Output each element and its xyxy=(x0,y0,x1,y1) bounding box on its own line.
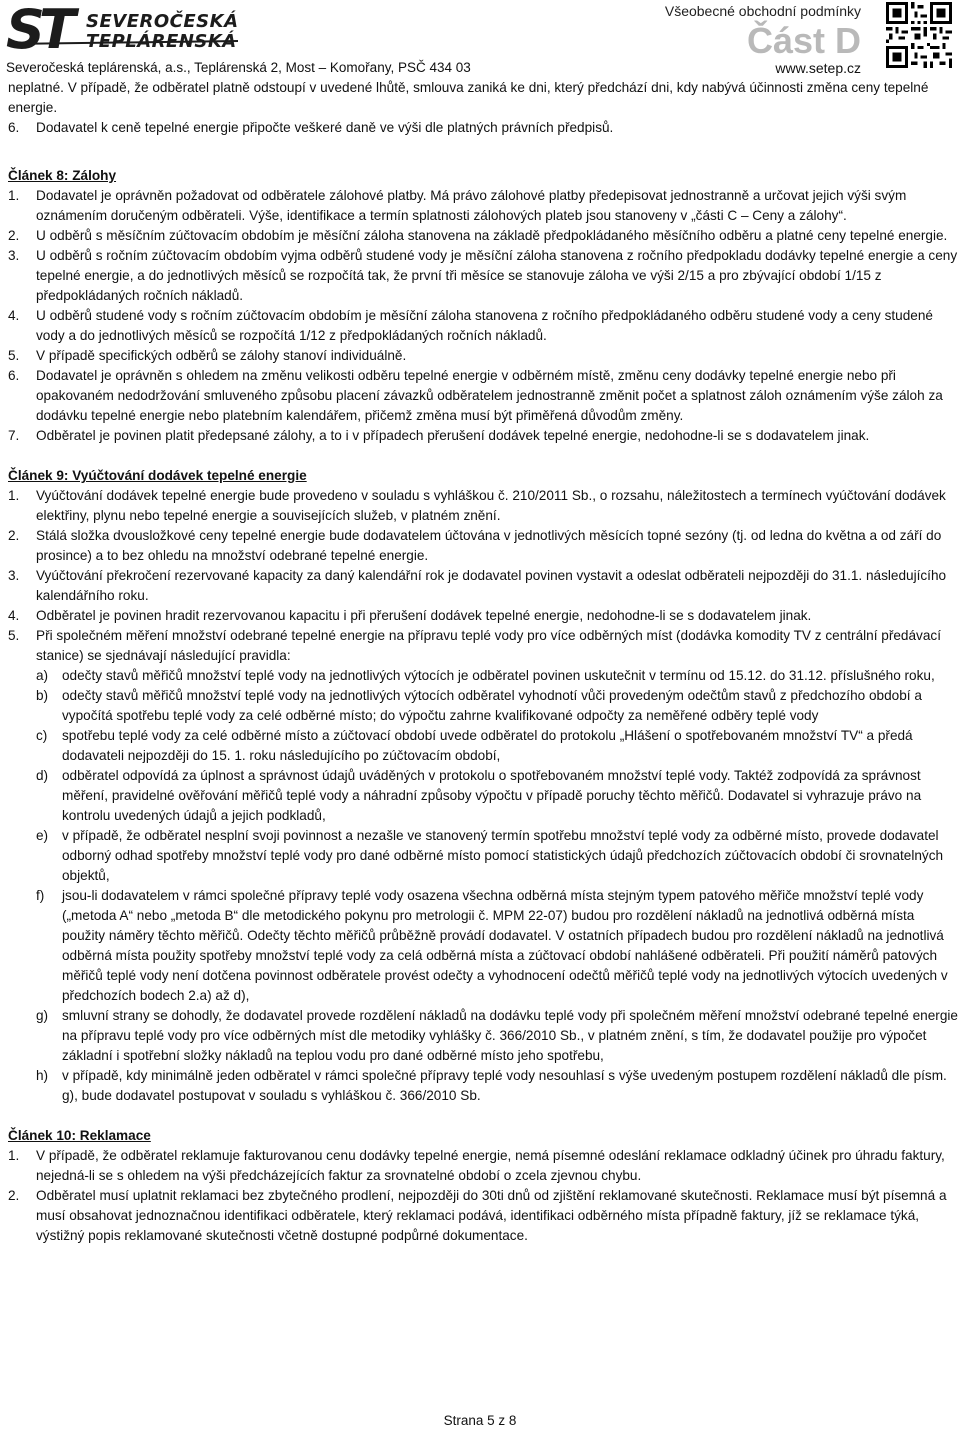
article8-item-3 xyxy=(8,246,960,306)
item-text: Dodavatel k ceně tepelné energie připočte veškeré daně ve výši dle platných právních předpisů. xyxy=(36,120,614,135)
subitem-text: spotřebu teplé vody za celé odběrné místo a zúčtovací období uvede odběratel do protokolu „Hlášení o spotřebovaném množství TV“ a předá dodavateli nejpozději do 15. 1. roku následujícího po zúčtovacím období, xyxy=(62,728,913,763)
article8-item-1 xyxy=(8,186,960,226)
logo-name-line2: TEPLÁRENSKÁ xyxy=(86,31,237,52)
document-title: Všeobecné obchodní podmínky xyxy=(664,3,861,19)
item-number: 1. xyxy=(8,1148,20,1163)
article8-item-2 xyxy=(8,226,960,246)
article9-subitem-c xyxy=(8,726,960,766)
item-number: 5. xyxy=(8,628,20,643)
article9-subitem-a xyxy=(8,666,960,686)
article10-item-1 xyxy=(8,1146,960,1186)
item-text: U odběrů s ročním zúčtovacím obdobím vyjma odběrů studené vody je měsíční záloha stanovena z ročního předpokladu dodávky tepelné energie a ceny tepelné energie, a do jednotlivých měsíců se rozpočítá tak, že první tři měsíce se stanovuje záloha ve výši 2/15 a pro zbývající období 1/15 z předpokládaných ročních nákladů. xyxy=(36,248,958,303)
article9-item-3 xyxy=(8,566,960,606)
website-link[interactable]: www.setep.cz xyxy=(775,60,861,76)
article-8-heading: Článek 8: Zálohy xyxy=(8,168,117,183)
article8-item-4 xyxy=(8,306,960,346)
item-text: Dodavatel je oprávněn požadovat od odběratele zálohové platby. Má právo zálohové platby předepisovat jednostranně a určovat jejich výši svým oznámením doručeným odběrateli. Výše, identifikace a termín splatnosti zálohových plateb jsou stanoveny v „části C – Ceny a zálohy“. xyxy=(36,188,907,223)
qr-code-icon xyxy=(886,2,952,68)
document-part: Část D xyxy=(746,20,861,61)
article9-subitem-d xyxy=(8,766,960,826)
item-text: Stálá složka dvousložkové ceny tepelné energie bude dodavatelem účtována v jednotlivých měsících topné sezóny (tj. od ledna do května a od září do prosince) a to bez ohledu na množství odebrané tepelné energie. xyxy=(36,528,942,563)
article9-subitem-g xyxy=(8,1006,960,1066)
company-logo xyxy=(6,0,246,61)
item-number: 6. xyxy=(8,120,20,135)
subitem-letter: a) xyxy=(36,668,49,683)
item-text: Vyúčtování dodávek tepelné energie bude provedeno v souladu s vyhláškou č. 210/2011 Sb., o rozsahu, náležitostech a termínech vyúčtování dodávek elektřiny, plynu nebo tepelné energie a souvisejících služeb, v platném znění. xyxy=(36,488,946,523)
subitem-letter: c) xyxy=(36,728,48,743)
item-number: 3. xyxy=(8,568,20,583)
item-number: 6. xyxy=(8,368,20,383)
item-number: 2. xyxy=(8,528,20,543)
item-text: Odběratel je povinen platit předepsané zálohy, a to i v případech přerušení dodávek tepelné energie, nedohodne-li se s dodavatelem jinak. xyxy=(36,428,870,443)
item-number: 5. xyxy=(8,348,20,363)
item-text: Odběratel musí uplatnit reklamaci bez zbytečného prodlení, nejpozději do 30ti dnů od zjištění reklamované skutečnosti. Reklamace musí být písemná a musí obsahovat jednoznačnou identifikaci odběratele, který reklamaci podává, identifikaci odběrného místa případně faktury, jíž se reklamace týká, výstižný popis reklamované skutečnosti včetně dostupné podpůrné dokumentace. xyxy=(36,1188,947,1243)
document-body xyxy=(8,78,960,1246)
subitem-letter: b) xyxy=(36,688,49,703)
item-number: 4. xyxy=(8,608,20,623)
logo-monogram: ST xyxy=(6,0,70,61)
article9-subitem-e xyxy=(8,826,960,886)
item-text: Při společném měření množství odebrané tepelné energie na přípravu teplé vody pro více odběrných míst (dodávka komodity TV z centrální předávací stanice) se sjednávají následující pravidla: xyxy=(36,628,941,663)
item-text: U odběrů s měsíčním zúčtovacím obdobím je měsíční záloha stanovena na základě předpokládaného měsíčního odběru a platné ceny tepelné energie. xyxy=(36,228,948,243)
subitem-text: v případě, kdy minimálně jeden odběratel v rámci společné přípravy teplé vody nesouhlasí s výše uvedeným postupem rozdělení nákladů dle písm. g), bude dodavatel postupovat v souladu s vyhláškou č. 366/2010 Sb. xyxy=(62,1068,947,1103)
article9-subitem-f xyxy=(8,886,960,1006)
item-number: 2. xyxy=(8,228,20,243)
subitem-letter: g) xyxy=(36,1008,49,1023)
subitem-letter: f) xyxy=(36,888,45,903)
item-number: 1. xyxy=(8,488,20,503)
subitem-letter: d) xyxy=(36,768,49,783)
page-number: Strana 5 z 8 xyxy=(443,1413,517,1428)
article-10-heading: Článek 10: Reklamace xyxy=(8,1128,151,1143)
subitem-text: odečty stavů měřičů množství teplé vody na jednotlivých výtocích je odběratel povinen uskutečnit v termínu od 15.12. do 31.12. příslušného roku, xyxy=(62,668,935,683)
subitem-text: jsou-li dodavatelem v rámci společné přípravy teplé vody osazena všechna odběrná místa stejným typem patového měřiče množství teplé vody („metoda A“ nebo „metoda B“ dle metodického pokynu pro metrologii č. MPM 22-07) budou pro rozdělení nákladů na jednotlivá odběrná místa použity náměry těchto měřičů. Odečty těchto měřičů průběžně provádí dodavatel. V ostatních případech budou pro rozdělení nákladů na jednotlivá odběrná místa použity spotřeby množství teplé vody za celá odběrná místa a zúčtovací období nahlášené odběrateli. Při použití náměrů patových měřičů teplé vody není dotčena povinnost odběratele provést odečty a vyhodnocení odečtů měřičů teplé vody na jednotlivých výtocích uvedených v předchozích bodech 2.a) až d), xyxy=(62,888,948,1003)
item-number: 1. xyxy=(8,188,20,203)
article9-item-4 xyxy=(8,606,960,626)
subitem-text: v případě, že odběratel nesplní svoji povinnost a nezašle ve stanovený termín spotřebu množství teplé vody za odběrné místo, provede dodavatel odborný odhad spotřeby množství teplé vody pro dané odběrné místo pomocí statistických údajů předchozích zúčtovacích období či srovnatelných objektů, xyxy=(62,828,944,883)
logo-name-line1: SEVEROČESKÁ xyxy=(86,11,239,32)
item-text: Vyúčtování překročení rezervované kapacity za daný kalendářní rok je dodavatel povinen vystavit a odeslat odběrateli nejpozději do 31.1. následujícího kalendářního roku. xyxy=(36,568,947,603)
intro-item-6 xyxy=(8,118,960,138)
item-number: 4. xyxy=(8,308,20,323)
subitem-text: odečty stavů měřičů množství teplé vody na jednotlivých výtocích odběratel vyhodnotí vůči provedeným odečtům stavů z předchozího období a vypočítá spotřebu teplé vody za celé odběrné místo; do výpočtu zahrne kvalifikované odpočty za neměřené odběry teplé vody xyxy=(62,688,922,723)
article-9-heading: Článek 9: Vyúčtování dodávek tepelné energie xyxy=(8,468,307,483)
subitem-text: odběratel odpovídá za úplnost a správnost údajů uváděných v protokolu o spotřebovaném množství teplé vody. Taktéž zodpovídá za správnost měření, pravidelné ověřování měřičů teplé vody a náhradní způsoby výpočtu v případě poruchy těchto měřičů. Dodavatel si vyhrazuje právo na kontrolu uvedených údajů a jejich podkladů, xyxy=(62,768,922,823)
article9-item-1 xyxy=(8,486,960,526)
article9-item-2 xyxy=(8,526,960,566)
item-text: V případě specifických odběrů se zálohy stanoví individuálně. xyxy=(36,348,407,363)
item-number: 2. xyxy=(8,1188,20,1203)
item-text: U odběrů studené vody s ročním zúčtovacím obdobím je měsíční záloha stanovena z ročního předpokládaného odběru studené vody a ceny studené vody a do jednotlivých měsíců se rozpočítá 1/12 z předpokládaných ročních nákladů. xyxy=(36,308,933,343)
continuation-paragraph: neplatné. V případě, že odběratel platně odstoupí v uvedené lhůtě, smlouva zaniká ke dni, který předchází dni, kdy nabývá účinnosti změna ceny tepelné energie. xyxy=(8,80,929,115)
item-text: V případě, že odběratel reklamuje fakturovanou cenu dodávky tepelné energie, nemá písemné odeslání reklamace odkladný účinek pro úhradu faktury, nejedná-li se s ohledem na výši předcházejících faktur za srovnatelné období o zcela zjevnou chybu. xyxy=(36,1148,945,1183)
article8-item-7 xyxy=(8,426,960,446)
item-number: 7. xyxy=(8,428,20,443)
page-header xyxy=(0,0,960,80)
subitem-letter: e) xyxy=(36,828,49,843)
article9-subitem-h xyxy=(8,1066,960,1106)
item-text: Odběratel je povinen hradit rezervovanou kapacitu i při přerušení dodávek tepelné energie, nedohodne-li se s dodavatelem jinak. xyxy=(36,608,812,623)
article9-subitem-b xyxy=(8,686,960,726)
article9-item-5 xyxy=(8,626,960,666)
subitem-letter: h) xyxy=(36,1068,49,1083)
subitem-text: smluvní strany se dohodly, že dodavatel provede rozdělení nákladů na dodávku teplé vody při společném měření množství odebrané tepelné energie na přípravu teplé vody pro více odběrných míst dle metodiky vyhlášky č. 366/2010 Sb., v platném znění, s tím, že dodavatel použije pro výpočet základní i spotřební složky nákladů na teplou vodu pro dané odběrné místo jeho spotřebu, xyxy=(62,1008,958,1063)
article8-item-6 xyxy=(8,366,960,426)
article8-item-5 xyxy=(8,346,960,366)
article10-item-2 xyxy=(8,1186,960,1246)
company-address: Severočeská teplárenská, a.s., Teplárenská 2, Most – Komořany, PSČ 434 03 xyxy=(6,60,471,75)
item-number: 3. xyxy=(8,248,20,263)
item-text: Dodavatel je oprávněn s ohledem na změnu velikosti odběru tepelné energie v odběrném místě, změnu ceny dodávky tepelné energie nebo při opakovaném nedodržování smluveného způsobu placení závazků odběratelem jednostranně změnit počet a splatnost záloh oznámením výše záloh za dodávku tepelné energie nebo platebním kalendářem, přičemž změna musí být přiměřená důvodům změny. xyxy=(36,368,943,423)
